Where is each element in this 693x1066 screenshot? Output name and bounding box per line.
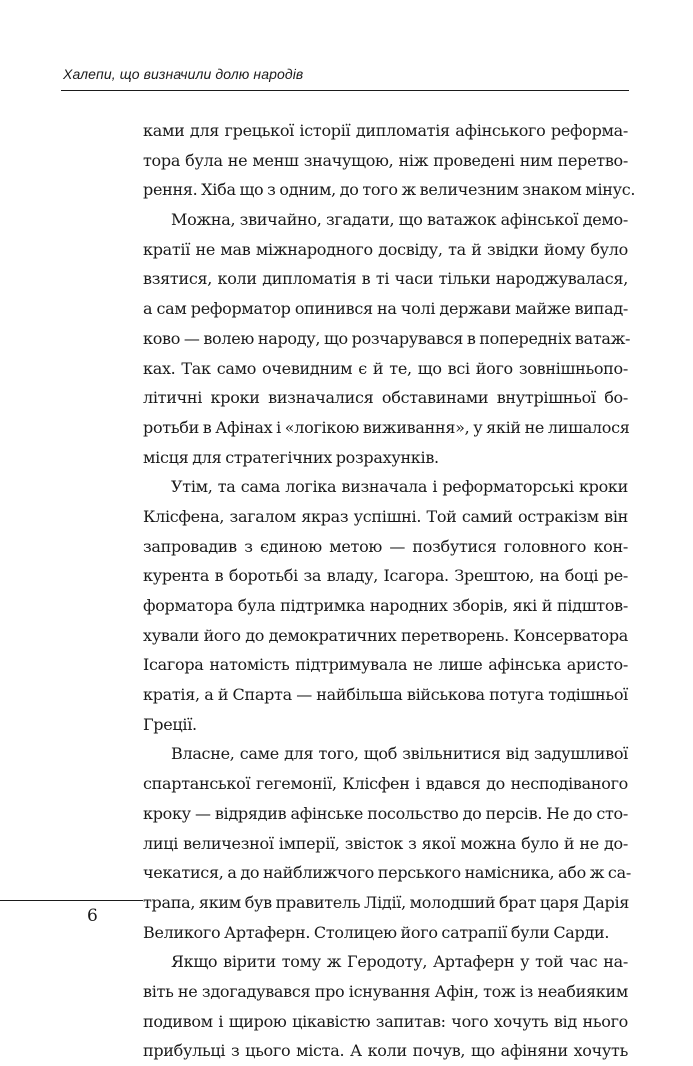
text-line: спартанської гегемонії, Клісфен і вдався до несподіваного [143,774,628,794]
text-line: лиці величезної імперії, звісток з якої можна було й не до- [143,833,628,853]
header-rule [61,90,629,91]
text-line: Греції. [143,714,197,734]
text-line: Великого Артаферн. Столицею його сатрапії були Сарди. [143,922,610,942]
text-line: літичні кроки визначалися обставинами внутрішньої бо- [143,388,628,408]
text-line: ками для грецької історії дипломатія афінського реформа- [143,121,628,140]
text-line: кратія, а й Спарта — найбільша військова потуга тодішньої [143,685,628,705]
text-line: взятися, коли дипломатія в ті часи тільки народжувалася, [143,269,628,289]
text-line: ково — волею народу, що розчарувався в попередніх ватаж- [143,328,631,348]
text-line: рення. Хіба що з одним, до того ж величезним знаком мінус. [143,180,636,200]
text-line: Можна, звичайно, згадати, що ватажок афінської демо- [171,210,628,230]
text-line: Якщо вірити тому ж Геродоту, Артаферн у той час на- [171,952,628,972]
body-text [143,116,636,1066]
text-line: кратії не мав міжнародного досвіду, та й звідки йому було [143,239,628,259]
text-line: трапа, яким був правитель Лідії, молодший брат царя Дарія [143,892,630,912]
text-line: прибульці з цього міста. А коли почув, що афіняни хочуть [143,1041,628,1061]
text-line: а сам реформатор опинився на чолі держави майже випад- [143,299,628,319]
text-line: подивом і щирою цікавістю запитав: чого хочуть від нього [143,1011,628,1031]
text-line: форматора була підтримка народних зборів, які й підштов- [143,596,628,615]
text-line: хували його до демократичних перетворень. Консерватора [143,625,628,645]
text-line: Власне, саме для того, щоб звільнитися від задушливої [171,744,628,764]
text-line: ках. Так само очевидним є й те, що всі його зовнішньопо- [143,358,628,378]
text-line: віть не здогадувався про існування Афін, тож із неабияким [143,981,628,1001]
text-line: місця для стратегічних розрахунків. [143,447,439,467]
footer-rule [0,900,143,901]
text-line: чекатися, а до найближчого перського намісника, або ж са- [143,863,631,883]
text-line: ротьби в Афінах і «логікою виживання», у якій не лишалося [143,417,630,437]
text-line: Клісфена, загалом якраз успішні. Той самий остракізм він [143,506,628,526]
text-line: тора була не менш значущою, ніж проведені ним перетво- [143,150,628,170]
running-head: Халепи, що визначили долю народів [63,66,304,82]
text-line: запровадив з єдиною метою — позбутися головного кон- [143,536,628,556]
text-line: кроку — відрядив афінське посольство до персів. Не до сто- [143,803,628,823]
page-number: 6 [87,906,98,926]
text-line: Ісагора натомість підтримувала не лише афінська аристо- [143,655,628,675]
text-line: Утім, та сама логіка визначала і реформаторські кроки [171,477,628,497]
text-line: курента в боротьбі за владу, Ісагора. Зрештою, на боці ре- [143,566,628,586]
